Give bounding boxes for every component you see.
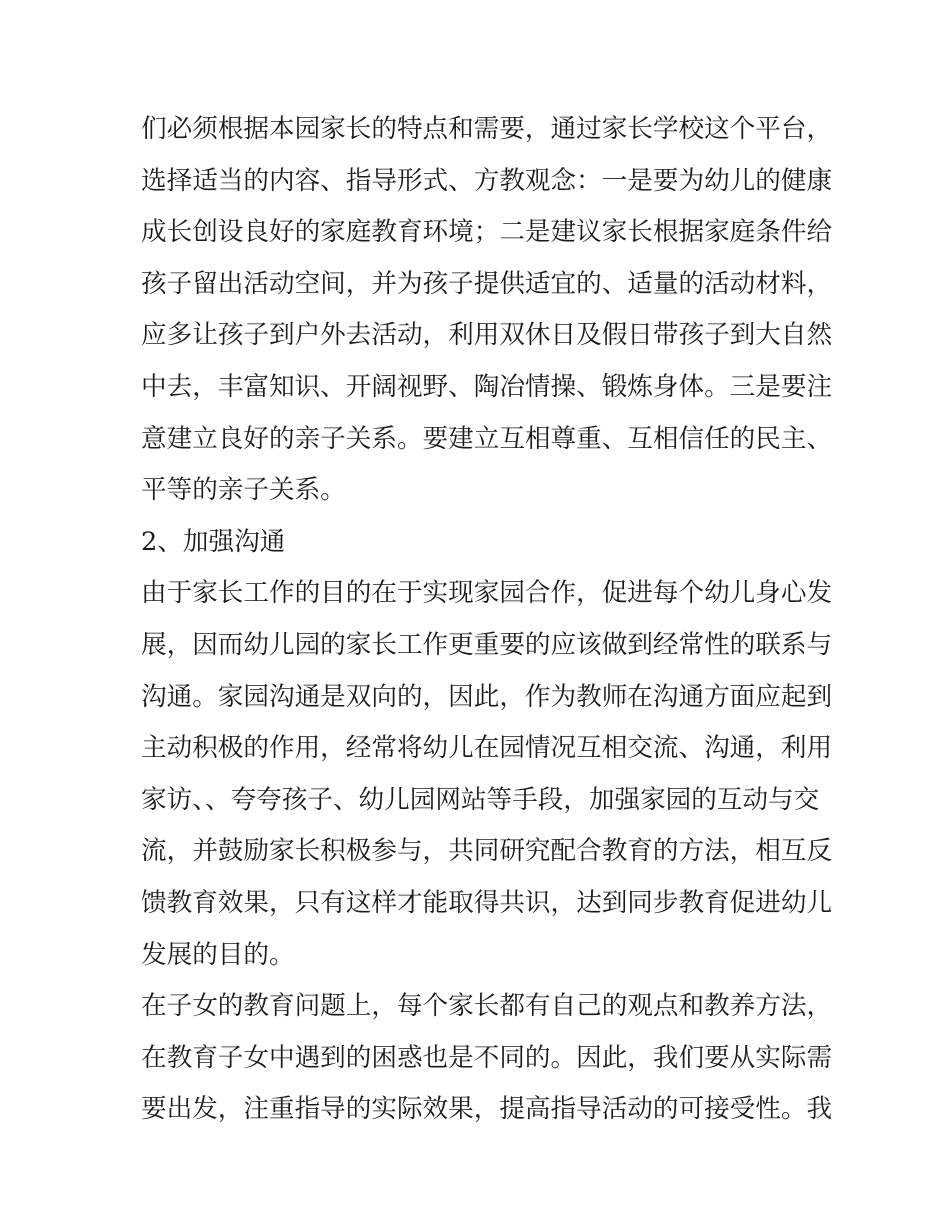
text-line: 选择适当的内容、指导形式、方教观念：一是要为幼儿的健康 xyxy=(141,165,833,196)
text-line: 在子女的教育问题上，每个家长都有自己的观点和教养方法， xyxy=(141,991,833,1022)
text-line: 发展的目的。 xyxy=(141,939,295,970)
text-line: 由于家长工作的目的在于实现家园合作，促进每个幼儿身心发 xyxy=(141,578,833,609)
text-line: 中去，丰富知识、开阔视野、陶冶情操、锻炼身体。三是要注 xyxy=(141,371,833,402)
text-line: 家访、、夸夸孩子、幼儿园网站等手段，加强家园的互动与交 xyxy=(141,784,820,815)
text-line: 应多让孩子到户外去活动，利用双休日及假日带孩子到大自然 xyxy=(141,320,833,351)
text-line: 流，并鼓励家长积极参与，共同研究配合教育的方法，相互反 xyxy=(141,836,833,867)
text-line: 要出发，注重指导的实际效果，提高指导活动的可接受性。我 xyxy=(141,1094,833,1125)
text-line: 们必须根据本园家长的特点和需要，通过家长学校这个平台， xyxy=(141,114,833,144)
text-line: 2、加强沟通 xyxy=(141,526,286,557)
text-line: 平等的亲子关系。 xyxy=(141,475,346,506)
text-line: 意建立良好的亲子关系。要建立互相尊重、互相信任的民主、 xyxy=(141,423,833,454)
text-line: 孩子留出活动空间，并为孩子提供适宜的、适量的活动材料， xyxy=(141,268,833,299)
text-line: 主动积极的作用，经常将幼儿在园情况互相交流、沟通，利用 xyxy=(141,733,833,764)
text-line: 成长创设良好的家庭教育环境；二是建议家长根据家庭条件给 xyxy=(141,217,833,248)
text-line: 在教育子女中遇到的困惑也是不同的。因此，我们要从实际需 xyxy=(141,1042,833,1073)
text-line: 馈教育效果，只有这样才能取得共识，达到同步教育促进幼儿 xyxy=(141,887,833,918)
text-line: 展，因而幼儿园的家长工作更重要的应该做到经常性的联系与 xyxy=(141,629,833,660)
document-body xyxy=(141,104,833,1136)
text-line: 沟通。家园沟通是双向的，因此，作为教师在沟通方面应起到 xyxy=(141,681,833,712)
